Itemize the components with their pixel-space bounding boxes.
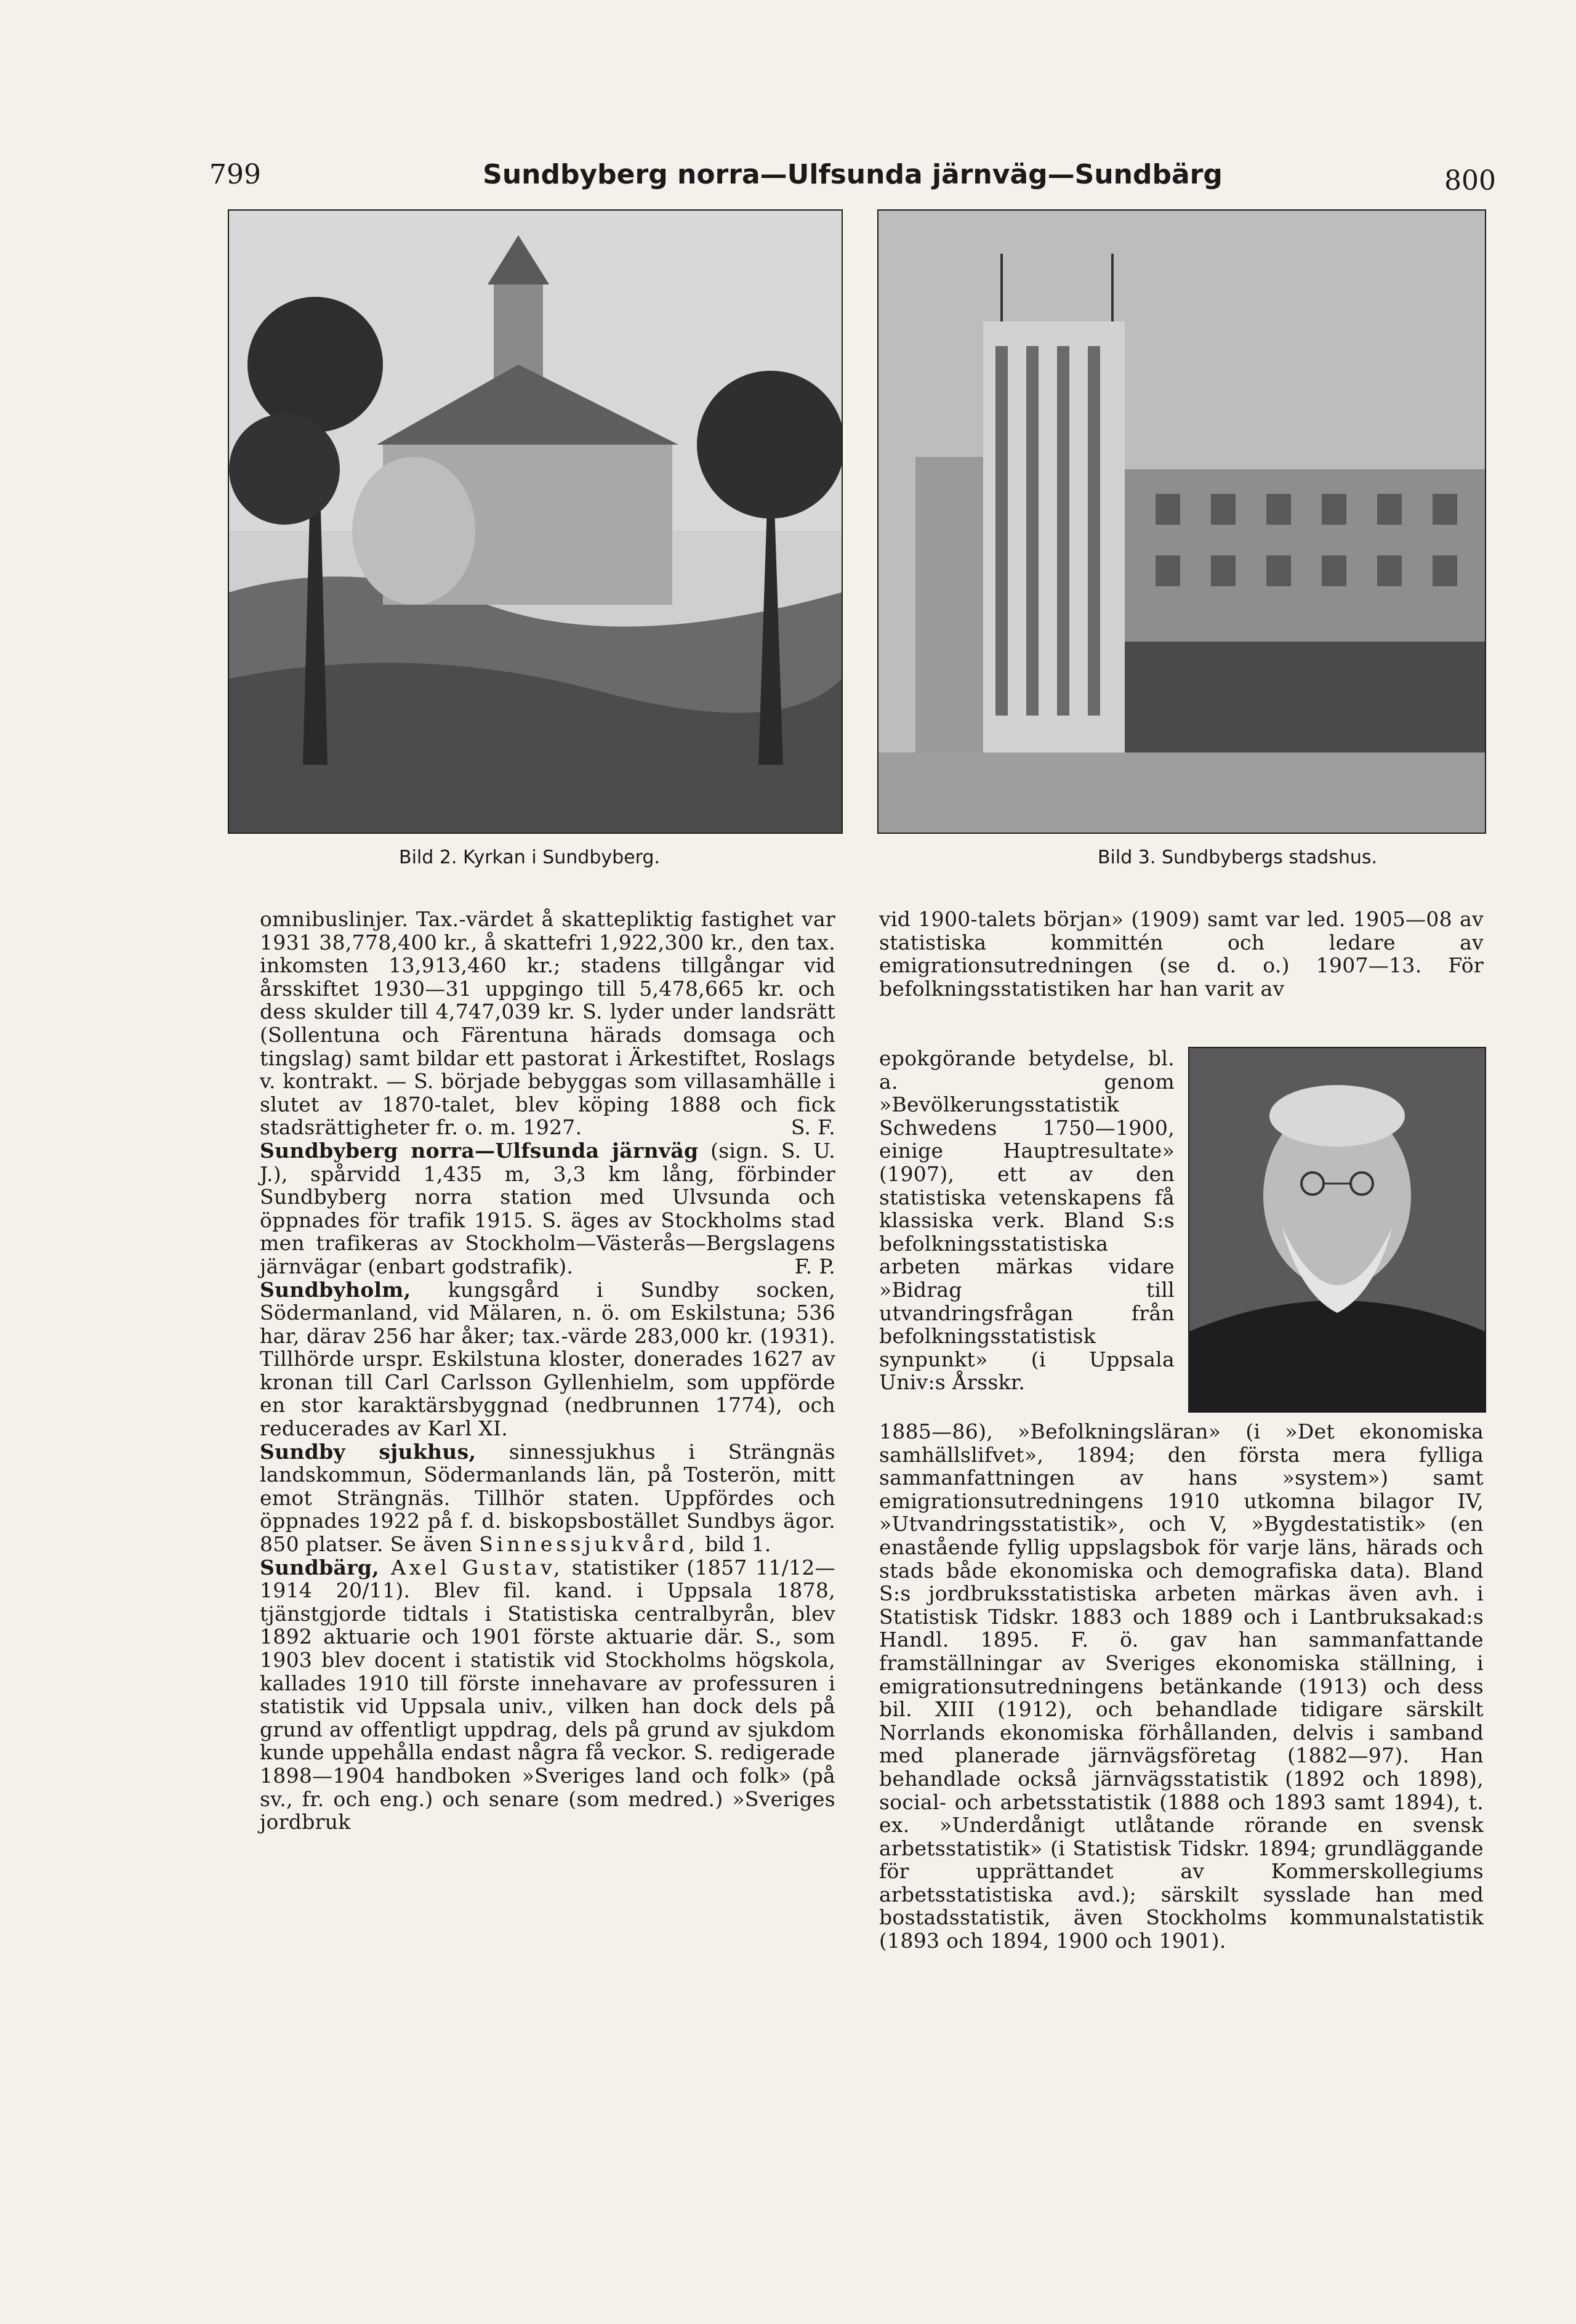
figure-caption-left: Bild 2. Kyrkan i Sundbyberg. (398, 847, 660, 868)
entry-paragraph (260, 1278, 835, 1440)
right-column-bottom: 1885—86), »Befolkningsläran» (i »Det ekonomiska samhällslifvet», 1894; den första mera fylliga sammanfattningen av hans »system») samt emigrationsutredningens 1910 utkomna bilagor IV, »Utvandringsstatistik», och V, »Bygdestatistik» (en enastående fyllig uppslagsbok för varje läns, härads och stads både ekonomiska och demografiska data). Bland S:s jordbruksstatistiska arbeten märkas även avh. i Statistisk Tidskr. 1883 och 1889 och i Lantbruksakad:s Handl. 1895. F. ö. gav han sammanfattande framställningar av Sveriges ekonomiska ställning, i emigrationsutredningens betänkande (1913) och dess bil. XIII (1912), och behandlade tidigare särskilt Norrlands ekonomiska förhållanden, delvis i samband med planerade järnvägsföretag (1882—97). Han behandlade också järnvägsstatistik (1892 och 1898), social- och arbetsstatistik (1888 och 1893 samt 1894), t. ex. »Underdånigt utlåtande rörande en svensk arbetsstatistik» (i Statistisk Tidskr. 1894; grundläggande för upprättandet av Kommerskollegiums arbetsstatistiska avd.); särskilt sysslade han med bostadsstatistik, även Stockholms kommunalstatistik (1893 och 1894, 1900 och 1901). (879, 1419, 1484, 1953)
page-number-right: 800 (1444, 165, 1496, 196)
entry-headword: Sundbyberg norra—Ulfsunda järnväg (260, 1138, 699, 1163)
portrait-photo (1188, 1047, 1486, 1413)
entry-body: (sign. S. U. J.), spårvidd 1,435 m, 3,3 km lång, förbinder Sundbyberg norra station med Ulvsunda och öppnades för trafik 1915. S. äges av Stockholms stad men trafikeras av Stockholm—Västerås—Bergslagens järnvägar (enbart godstrafik). (260, 1138, 835, 1278)
page-number-left: 799 (209, 159, 261, 190)
entry-paragraph (260, 1440, 835, 1556)
page-header (209, 159, 1496, 202)
person-name: Axel Gustav, (379, 1555, 564, 1580)
entry-body: kungsgård i Sundby socken, Södermanland, vid Mälaren, n. ö. om Eskilstuna; 536 har, därav 256 har åker; tax.-värde 283,000 kr. (1931). Tillhörde urspr. Eskilstuna kloster, donerades 1627 av kronan till Carl Carlsson Gyllenhielm, som uppförde en stor karaktärsbyggnad (nedbrunnen 1774), och reducerades av Karl XI. (260, 1277, 835, 1441)
running-title: Sundbyberg norra—Ulfsunda järnväg—Sundbärg (483, 159, 1223, 190)
entry-headword: Sundby sjukhus, (260, 1439, 476, 1464)
town-hall-photo (877, 209, 1486, 834)
entry-body: statistiker (1857 11/12—1914 20/11). Blev fil. kand. i Uppsala 1878, tjänstgjorde tidtals i Statistiska centralbyrån, blev 1892 aktuarie och 1901 förste aktuarie där. S., som 1903 blev docent i statistik vid Stockholms högskola, kallades 1910 till förste innehavare av professuren i statistik vid Uppsala univ., vilken han dock dels på grund av offentligt uppdrag, dels på grund av sjukdom kunde uppehålla endast några få veckor. S. redigerade 1898—1904 handboken »Sveriges land och folk» (på sv., fr. och eng.) och senare (som medred.) »Sveriges jordbruk (260, 1555, 835, 1834)
right-column-narrow: epokgörande betydelse, bl. a. genom »Bevölkerungsstatistik Schwedens 1750—1900, einige Hauptresultate» (1907), ett av den statistiska vetenskapens få klassiska verk. Bland S:s befolkningsstatistiska arbeten märkas vidare »Bidrag till utvandringsfrågan från befolkningsstatistisk synpunkt» (i Uppsala Univ:s Årsskr. (879, 1046, 1175, 1395)
cross-reference: Sinnessjukvård, (479, 1532, 699, 1557)
church-photo (228, 209, 843, 834)
signature: F. P. (794, 1254, 835, 1278)
entry-body-tail: bild 1. (698, 1532, 771, 1557)
entry-paragraph (260, 1556, 835, 1834)
entry-headword: Sundbärg, (260, 1555, 379, 1580)
right-column-top: vid 1900-talets början» (1909) samt var led. 1905—08 av statistiska kommittén och ledare av emigrationsutredningen (se d. o.) 1907—13. För befolkningsstatistiken har han varit av (879, 907, 1484, 1001)
entry-body: sinnessjukhus i Strängnäs landskommun, Södermanlands län, på Tosterön, mitt emot Strängnäs. Tillhör staten. Uppfördes och öppnades 1922 på f. d. biskopsbostället Sundbys ägor. 850 platser. Se även (260, 1439, 836, 1557)
paragraph-text: omnibuslinjer. Tax.-värdet å skattepliktig fastighet var 1931 38,778,400 kr., å skattefri 1,922,300 kr., den tax. inkomsten 13,913,460 kr.; stadens tillgångar vid årsskiftet 1930—31 uppgingo till 5,478,665 kr. och dess skulder till 4,747,039 kr. S. lyder under landsrätt (Sollentuna och Färentuna härads domsaga och tingslag) samt bildar ett pastorat i Ärkestiftet, Roslags v. kontrakt. — S. började bebyggas som villasamhälle i slutet av 1870-talet, blev köping 1888 och fick stadsrättigheter fr. o. m. 1927. (260, 907, 835, 1140)
signature: S. F. (790, 1115, 835, 1140)
entry-headword: Sundbyholm, (260, 1277, 411, 1302)
figure-caption-right: Bild 3. Sundbybergs stadshus. (1097, 847, 1378, 868)
entry-paragraph (260, 1139, 835, 1278)
entry-paragraph (260, 908, 835, 1139)
left-column (260, 908, 835, 1834)
